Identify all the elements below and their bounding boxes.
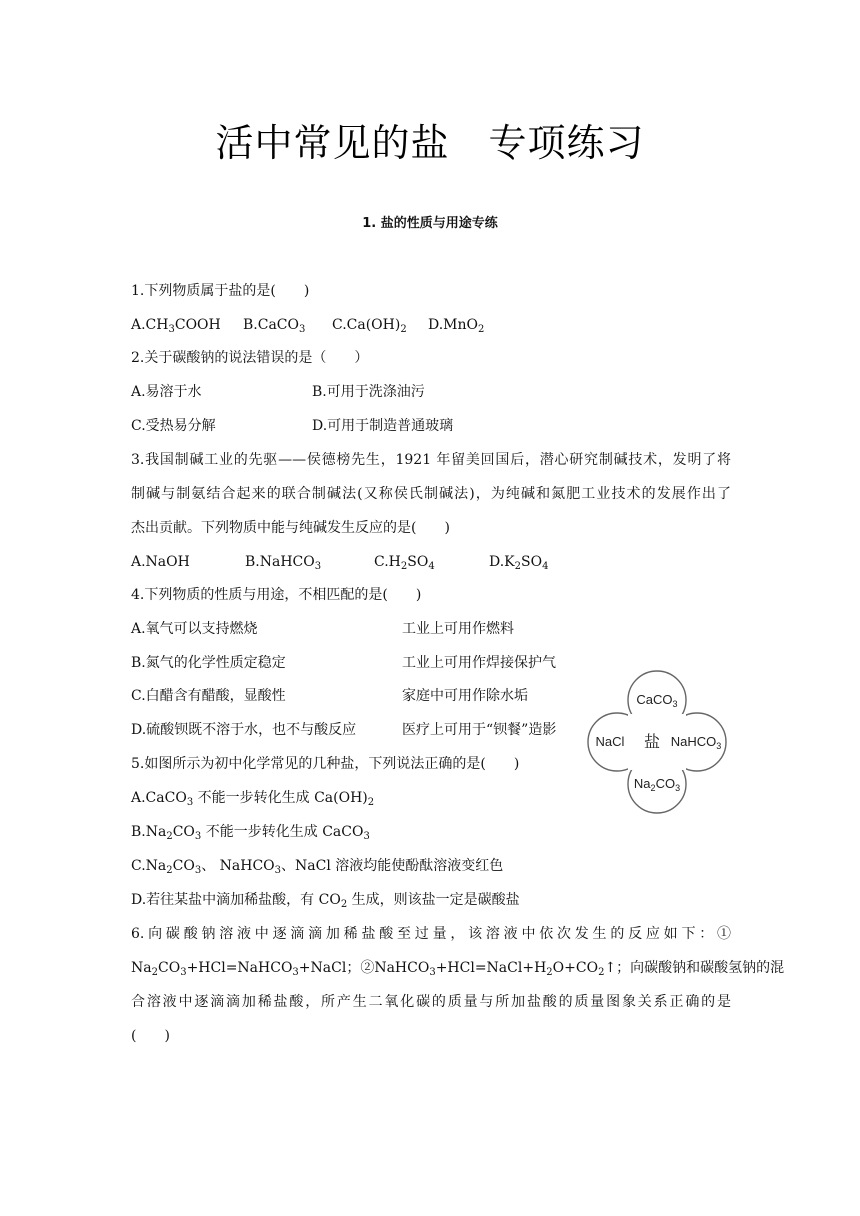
q4-row-d-use: 医疗上可用于“钡餐”造影 — [402, 722, 557, 738]
q4-row-a-use: 工业上可用作燃料 — [402, 621, 514, 637]
q3-text-line-1: 3.我国制碱工业的先驱——侯德榜先生，1921 年留美回国后，潜心研究制碱技术，发明了将 — [131, 452, 731, 468]
q4-row-a-property: A.氧气可以支持燃烧 — [131, 621, 258, 637]
q3-text-line-2: 制碱与制氨结合起来的联合制碱法(又称侯氏制碱法)，为纯碱和氮肥工业技术的发展作出了 — [131, 486, 731, 502]
q4-row-c-property: C.白醋含有醋酸，显酸性 — [131, 688, 286, 704]
q6-text-line-4: ( ) — [131, 1028, 170, 1044]
q4-row-b-use: 工业上可用作焊接保护气 — [402, 655, 556, 671]
q3-option-d: $D.K_2SO_4$ — [489, 554, 549, 572]
q5-option-d: D.若往某盐中滴加稀盐酸，有 $CO_2$ 生成，则该盐一定是碳酸盐 — [131, 892, 520, 910]
q2-option-a: A.易溶于水 — [131, 384, 202, 400]
page-title: 活中常见的盐 专项练习 — [215, 121, 645, 165]
q3-option-a: A.NaOH — [131, 554, 190, 570]
q1-option-c: $C.Ca(OH)_2$ — [332, 317, 407, 335]
q5-option-a: A.CaCO$_3$ 不能一步转化生成 $Ca(OH)_2$ — [131, 790, 375, 808]
q4-stem: 4.下列物质的性质与用途，不相匹配的是( ) — [131, 587, 422, 603]
q5-option-b: $B.Na_2CO_3$ 不能一步转化生成 CaCO$_3$ — [131, 824, 370, 842]
q3-text-line-3: 杰出贡献。下列物质中能与纯碱发生反应的是( ) — [131, 520, 450, 536]
diagram-label-nacl: NaCl — [595, 734, 625, 749]
q2-option-d: D.可用于制造普通玻璃 — [312, 418, 454, 434]
q5-option-c: $C.Na_2CO_3$、 NaHCO$_3$、NaCl 溶液均能使酚酞溶液变红色 — [131, 858, 504, 876]
q2-stem: 2.关于碳酸钠的说法错误的是（ ） — [131, 350, 369, 366]
salt-clover-diagram — [586, 670, 730, 816]
q4-row-b-property: B.氮气的化学性质定稳定 — [131, 655, 286, 671]
diagram-label-na2co3: $Na_2CO_3$ — [633, 776, 681, 793]
q3-option-c: $C.H_2SO_4$ — [374, 554, 435, 572]
diagram-label-nahco3: NaHCO$_3$ — [670, 734, 722, 751]
q4-row-d-property: D.硫酸钡既不溶于水，也不与酸反应 — [131, 722, 357, 738]
q6-text-line-1: 6.向碳酸钠溶液中逐滴滴加稀盐酸至过量，该溶液中依次发生的反应如下：① — [131, 926, 731, 942]
q5-stem: 5.如图所示为初中化学常见的几种盐，下列说法正确的是( ) — [131, 756, 520, 772]
diagram-label-caco3: CaCO$_3$ — [636, 692, 678, 709]
q1-option-d: D.MnO$_2$ — [428, 317, 485, 335]
q1-option-b: B.CaCO$_3$ — [243, 317, 306, 335]
q6-text-line-2: $Na_2CO_3+HCl=NaHCO_3+NaCl$；$②NaHCO_3+HCl=NaCl+H_2O+CO_2↑$；向碳酸钠和碳酸氢钠的混 — [131, 960, 785, 978]
q3-option-b: B.NaHCO$_3$ — [245, 554, 322, 572]
diagram-center-label: 盐 — [643, 732, 661, 751]
q1-stem: 1.下列物质属于盐的是( ) — [131, 283, 310, 299]
q6-text-line-3: 合溶液中逐滴滴加稀盐酸，所产生二氧化碳的质量与所加盐酸的质量图象关系正确的是 — [131, 994, 731, 1010]
q2-option-c: C.受热易分解 — [131, 418, 216, 434]
q2-option-b: B.可用于洗涤油污 — [312, 384, 425, 400]
q4-row-c-use: 家庭中可用作除水垢 — [402, 688, 528, 704]
section-heading: 1. 盐的性质与用途专练 — [362, 216, 498, 231]
q1-option-a: $A.CH_3COOH$ — [131, 317, 221, 335]
